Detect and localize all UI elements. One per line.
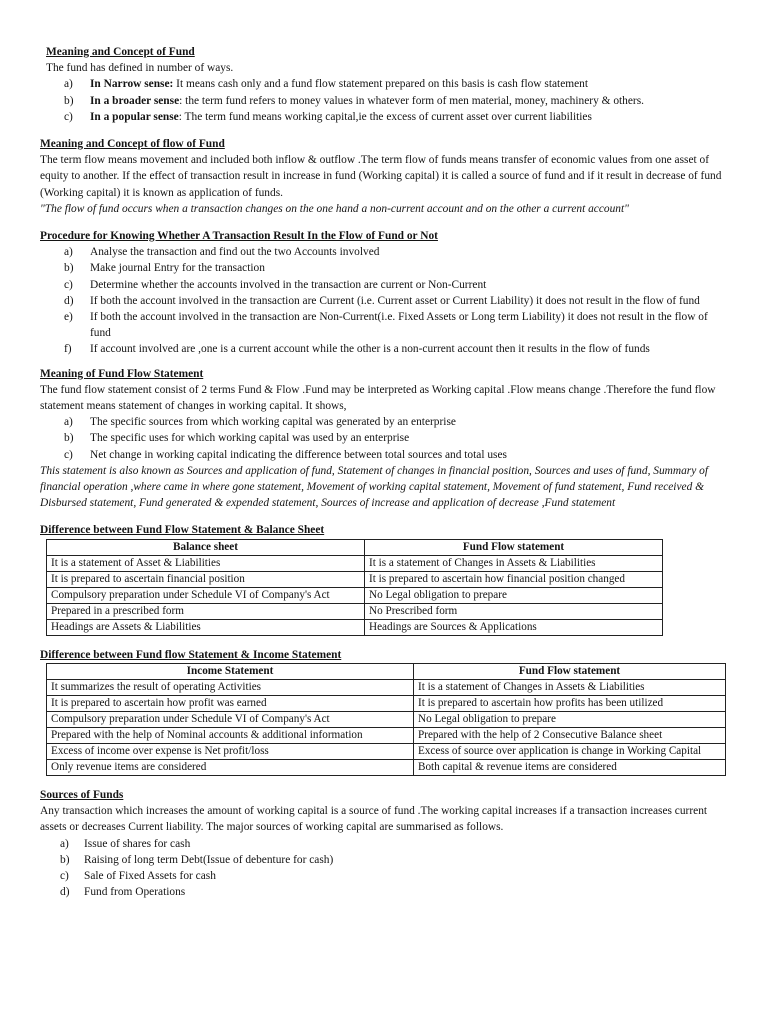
table-cell: No Legal obligation to prepare	[414, 711, 726, 727]
section-paragraph: The term flow means movement and included both inflow & outflow .The term flow of funds means transfer of economic values from one asset of equity to another. If the effect of transaction result in increase in fund (Working capital) it is called a source of fund and if it result in decrease of fund (Working capital) it is known as application of funds.	[40, 154, 722, 199]
section-heading-sources-of-funds: Sources of Funds	[40, 788, 124, 801]
table-row	[47, 727, 726, 743]
table-row	[47, 619, 663, 635]
column-header: Fund Flow statement	[414, 663, 726, 679]
section-heading-procedure: Procedure for Knowing Whether A Transaction Result In the Flow of Fund or Not	[40, 230, 438, 243]
term: In Narrow sense:	[90, 78, 174, 91]
statement-shows-list	[40, 414, 730, 463]
column-header: Balance sheet	[47, 539, 365, 555]
list-item: a) The specific sources from which working capital was generated by an enterprise	[64, 416, 456, 429]
section-paragraph: Any transaction which increases the amount of working capital is a source of fund .The working capital increases if a transaction increases current assets or decreases Current liability. The major sources of working capital are summarised as follows.	[40, 805, 708, 834]
table-row	[47, 759, 726, 775]
list-item: a) In Narrow sense: It means cash only and a fund flow statement prepared on this basis is cash flow statement	[64, 78, 589, 91]
column-header: Fund Flow statement	[365, 539, 663, 555]
table-cell: It is prepared to ascertain financial position	[47, 571, 365, 587]
list-item: c) In a popular sense: The term fund means working capital,ie the excess of current asset over current liabilities	[64, 110, 592, 123]
table-heading-income-statement: Difference between Fund flow Statement & Income Statement	[40, 648, 342, 661]
table-cell: It summarizes the result of operating Activities	[47, 679, 414, 695]
list-item: a) Analyse the transaction and find out the two Accounts involved	[64, 246, 380, 259]
table-row	[47, 555, 663, 571]
table-cell: It is prepared to ascertain how profit was earned	[47, 695, 414, 711]
procedure-list	[40, 244, 730, 357]
list-item: c) Net change in working capital indicating the difference between total sources and total uses	[64, 448, 507, 461]
table-cell: Both capital & revenue items are considered	[414, 759, 726, 775]
table-row	[47, 679, 726, 695]
list-item: b) Raising of long term Debt(Issue of debenture for cash)	[60, 853, 334, 866]
table-cell: It is a statement of Changes in Assets & Liabilities	[414, 679, 726, 695]
list-item: c) Determine whether the accounts involved in the transaction are current or Non-Current	[64, 278, 487, 291]
comparison-table-income-statement	[46, 663, 726, 776]
list-item: b) The specific uses for which working capital was used by an enterprise	[64, 432, 410, 445]
table-cell: Excess of income over expense is Net profit/loss	[47, 743, 414, 759]
table-cell: Headings are Sources & Applications	[365, 619, 663, 635]
table-cell: Only revenue items are considered	[47, 759, 414, 775]
section-paragraph: The fund flow statement consist of 2 terms Fund & Flow .Fund may be interpreted as Working capital .Flow means change .Therefore the fund flow statement means statement of changes in working capital. It shows,	[40, 383, 716, 413]
term: In a broader sense	[90, 94, 180, 107]
table-cell: Headings are Assets & Liabilities	[47, 619, 365, 635]
list-item: e) If both the account involved in the transaction are Non-Current(i.e. Fixed Assets or Long term Liability) it does not result in the flow of fund	[64, 311, 708, 340]
table-cell: No Prescribed form	[365, 603, 663, 619]
list-item: a) Issue of shares for cash	[60, 837, 191, 850]
table-cell: It is prepared to ascertain how profits has been utilized	[414, 695, 726, 711]
list-item: b) In a broader sense: the term fund refers to money values in whatever form of men material, money, machinery & others.	[64, 94, 644, 107]
fund-meanings-list	[40, 76, 730, 125]
section-heading-fund-flow-statement: Meaning of Fund Flow Statement	[40, 367, 204, 380]
table-cell: Compulsory preparation under Schedule VI of Company's Act	[47, 587, 365, 603]
table-row	[47, 571, 663, 587]
term: In a popular sense	[90, 110, 179, 123]
table-row	[47, 603, 663, 619]
table-row	[47, 711, 726, 727]
table-header-row	[47, 539, 663, 555]
section-heading-flow-of-fund: Meaning and Concept of flow of Fund	[40, 138, 225, 151]
sources-list	[40, 836, 730, 901]
table-cell: It is a statement of Changes in Assets & Liabilities	[365, 555, 663, 571]
table-row	[47, 695, 726, 711]
table-cell: It is prepared to ascertain how financial position changed	[365, 571, 663, 587]
table-cell: Compulsory preparation under Schedule VI of Company's Act	[47, 711, 414, 727]
table-cell: It is a statement of Asset & Liabilities	[47, 555, 365, 571]
list-item: b) Make journal Entry for the transaction	[64, 262, 265, 275]
table-cell: Prepared with the help of 2 Consecutive Balance sheet	[414, 727, 726, 743]
table-cell: No Legal obligation to prepare	[365, 587, 663, 603]
table-cell: Prepared in a prescribed form	[47, 603, 365, 619]
list-item: c) Sale of Fixed Assets for cash	[60, 869, 216, 882]
list-item: f) If account involved are ,one is a current account while the other is a non-current account then it results in the flow of funds	[64, 343, 650, 356]
table-row	[47, 587, 663, 603]
section-quote: "The flow of fund occurs when a transaction changes on the one hand a non-current account and on the other a current account"	[40, 202, 629, 215]
list-item: d) If both the account involved in the transaction are Current (i.e. Current asset or Current Liability) it does not result in the flow of fund	[64, 294, 700, 307]
comparison-table-balance-sheet	[46, 539, 663, 636]
table-heading-balance-sheet: Difference between Fund Flow Statement & Balance Sheet	[40, 524, 325, 537]
section-intro: The fund has defined in number of ways.	[46, 62, 234, 75]
table-header-row	[47, 663, 726, 679]
table-cell: Excess of source over application is change in Working Capital	[414, 743, 726, 759]
table-row	[47, 743, 726, 759]
table-cell: Prepared with the help of Nominal accounts & additional information	[47, 727, 414, 743]
section-heading-meaning-of-fund: Meaning and Concept of Fund	[46, 46, 195, 58]
column-header: Income Statement	[47, 663, 414, 679]
document-page	[40, 44, 730, 900]
list-item: d) Fund from Operations	[60, 886, 186, 899]
also-known-as-paragraph: This statement is also known as Sources and application of fund, Statement of changes in financial position, Sources and uses of fund, Summary of financial operation ,where came in where gone statement, Movement of working capital statement, Movement of fund statement, Fund received & Disbursed statement, Fund generated & expended statement, Sources of increase and application of decrease ,Fund statement	[40, 464, 709, 510]
